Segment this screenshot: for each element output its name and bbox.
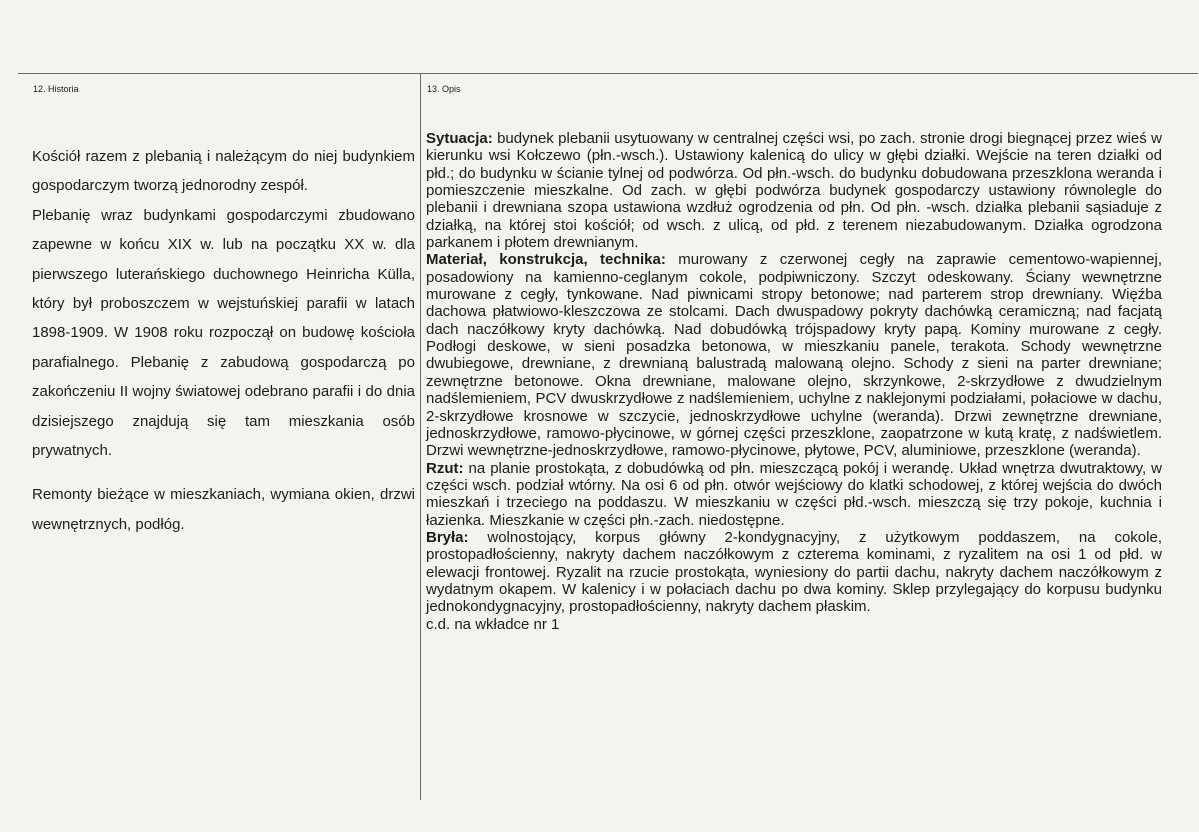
bryla-label: Bryła:: [426, 528, 469, 546]
sytuacja-label: Sytuacja:: [426, 130, 493, 147]
opis-column: [426, 130, 1162, 633]
material-label: Materiał, konstrukcja, technika:: [426, 251, 666, 269]
material-text: murowany z czerwonej cegły na zaprawie cementowo-wapiennej, posadowiony na kamienno-ceglanym cokole, podpiwniczony. Szczyt odeskowany. Ściany wewnętrzne murowane z cegły, tynkowane. Nad piwnicami stropy betonowe; nad parterem strop drewniany. Więźba dachowa płatwiowo-kleszczowa ze stolcami. Dach dwuspadowy pokryty dachówką ceramiczną; nad facjatą dach naczółkowy kryty dachówką. Nad dobudówką trójspadowy kryty papą. Kominy murowane z cegły. Podłogi deskowe, w sieni posadzka betonowa, w mieszkaniu panele, terakota. Schody wewnętrzne dwubiegowe, drewniane, z drewnianą balustradą malowaną olejno. Schody z sieni na parter drewniane; zewnętrzne betonowe. Okna drewniane, malowane olejno, skrzynkowe, 2-skrzydłowe z dwudzielnym nadślemieniem, PCV dwuskrzydłowe z nadślemieniem, uchylne z naklejonymi podziałami, połaciowe w dachu, 2-skrzydłowe krosnowe w szczycie, jednoskrzydłowe uchylne (weranda). Drzwi zewnętrzne drewniane, jednoskrzydłowe, ramowo-płycinowe, w górnej części przeszklone, zaopatrzone w kutą kratę, z nadświetlem. Drzwi wewnętrzne-jednoskrzydłowe, ramowo-płycinowe, płytowe, PCV, aluminiowe, przeszklone (weranda).: [426, 251, 1162, 460]
opis-rzut: [426, 460, 1162, 529]
opis-bryla: [426, 529, 1162, 616]
continuation-note: c.d. na wkładce nr 1: [426, 615, 560, 633]
section-header-opis: 13. Opis: [427, 84, 461, 94]
column-divider: [420, 74, 421, 800]
bryla-text: wolnostojący, korpus główny 2-kondygnacyjny, z użytkowym poddaszem, na cokole, prostopadłościenny, nakryty dachem naczółkowym z czterema kominami, z ryzalitem na osi 1 od płd. w elewacji frontowej. Ryzalit na rzucie prostokąta, wyniesiony do partii dachu, nakryty dachem naczółkowym z wydatnym okapem. W kalenicy i w połaciach dachu po dwa kominy. Sklep przylegający do korpusu budynku jednokondygnacyjny, prostopadłościenny, nakryty dachem płaskim.: [426, 528, 1162, 616]
historia-paragraph-3: Remonty bieżące w mieszkaniach, wymiana okien, drzwi wewnętrznych, podłóg.: [32, 486, 415, 533]
rzut-label: Rzut:: [426, 459, 464, 477]
opis-material: [426, 251, 1162, 459]
historia-paragraph-2: Plebanię wraz budynkami gospodarczymi zbudowano zapewne w końcu XIX w. lub na początku XX w. dla pierwszego luterańskiego duchownego Heinricha Külla, który był proboszczem w wejstuńskiej parafii w latach 1898-1909. W 1908 roku rozpoczął on budowę kościoła parafialnego. Plebanię z zabudową gospodarczą po zakończeniu II wojny światowej odebrano parafii i do dnia dzisiejszego znajdują się tam mieszkania osób prywatnych.: [32, 206, 415, 460]
opis-sytuacja: [426, 130, 1162, 251]
rzut-text: na planie prostokąta, z dobudówką od płn. mieszczącą pokój i werandę. Układ wnętrza dwutraktowy, w części wsch. podział wtórny. Na osi 6 od płn. otwór wejściowy do klatki schodowej, z której wejścia do dwóch mieszkań i trzeciego na poddaszu. W mieszkaniu w części płd.-wsch. mieszczą się trzy pokoje, kuchnia i łazienka. Mieszkanie w części płn.-zach. niedostępne.: [426, 459, 1163, 529]
historia-paragraph-1: Kościół razem z plebanią i należącym do niej budynkiem gospodarczym tworzą jednorodny zespół.: [32, 148, 415, 195]
section-header-historia: 12. Historia: [33, 84, 79, 94]
historia-column: [32, 142, 415, 539]
sytuacja-text: budynek plebanii usytuowany w centralnej części wsi, po zach. stronie drogi biegnącej przez wieś w kierunku wsi Kołczewo (płn.-wsch.). Ustawiony kalenicą do ulicy w głębi działki. Wejście na teren działki od płd.; do budynku w ścianie tylnej od podwórza. Od płn.-wsch. do budynku dobudowana przeszklona weranda i pomieszczenie mieszkalne. Od zach. w głębi podwórza budynek gospodarczy ustawiony równolegle do plebanii i drewniana szopa ustawiona wzdłuż ogrodzenia od płn. Od płn. -wsch. działka plebanii sąsiaduje z działką, na której stoi kościół; od wsch. z ulicą, od płd. z terenem niezabudowanym. Działka ogrodzona parkanem i płotem drewnianym.: [426, 130, 1162, 252]
top-divider: [18, 73, 1198, 74]
